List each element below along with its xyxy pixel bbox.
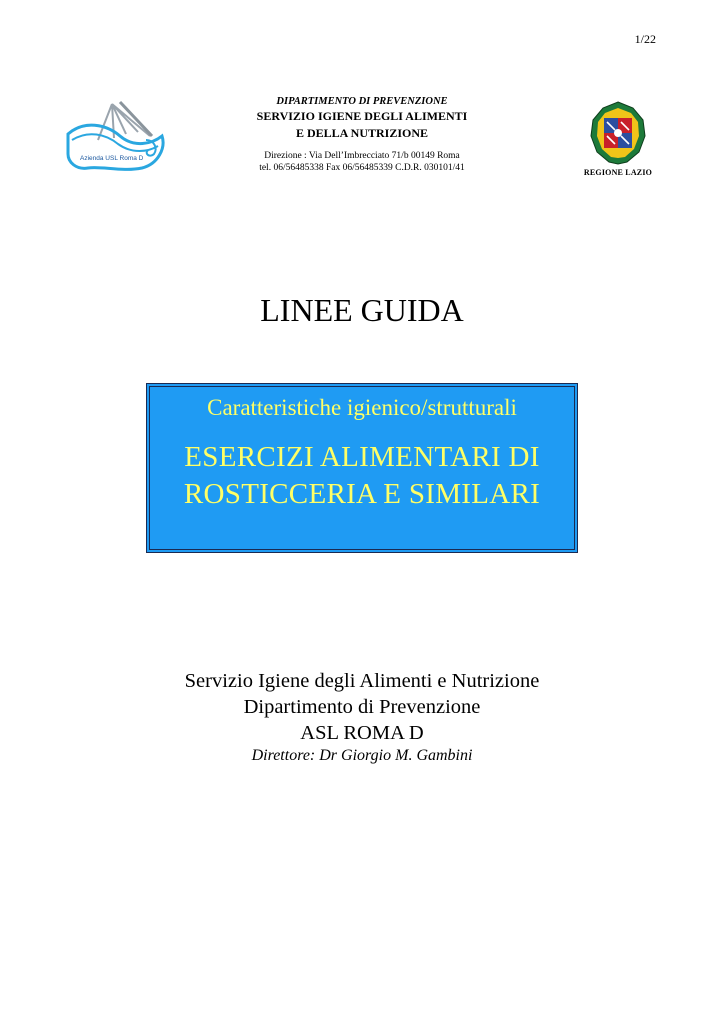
subject-topic-line2: ROSTICCERIA E SIMILARI: [183, 478, 541, 510]
regione-lazio-crest-icon: [587, 100, 649, 166]
address-line1: Direzione : Via Dell’Imbrecciato 71/b 00149 Roma: [264, 151, 460, 161]
page-number: 1/22: [634, 32, 656, 46]
asl-logo-graphic: [62, 96, 170, 178]
footer-director: Direttore: Dr Giorgio M. Gambini: [251, 747, 473, 764]
footer-department: Dipartimento di Prevenzione: [243, 696, 481, 718]
regione-lazio-logo: [578, 100, 658, 190]
document-title: LINEE GUIDA: [260, 292, 464, 328]
region-label: REGIONE LAZIO: [583, 168, 653, 177]
subject-subtitle: Caratteristiche igienico/strutturali: [207, 395, 517, 420]
service-name-line1: SERVIZIO IGIENE DEGLI ALIMENTI: [256, 109, 468, 123]
service-name-line2: E DELLA NUTRIZIONE: [295, 126, 429, 140]
subject-topic-line1: ESERCIZI ALIMENTARI DI: [184, 441, 540, 473]
asl-roma-d-logo: [62, 96, 170, 178]
department-name: DIPARTIMENTO DI PREVENZIONE: [276, 96, 448, 107]
document-header: [190, 96, 534, 174]
subject-box: [146, 383, 578, 553]
asl-logo-text: Azienda USL Roma D: [80, 155, 144, 162]
footer-service: Servizio Igiene degli Alimenti e Nutrizione: [184, 670, 540, 692]
address-line2: tel. 06/56485338 Fax 06/56485339 C.D.R. 030101/41: [259, 163, 465, 173]
footer-asl: ASL ROMA D: [300, 722, 424, 744]
document-footer: [0, 668, 724, 766]
